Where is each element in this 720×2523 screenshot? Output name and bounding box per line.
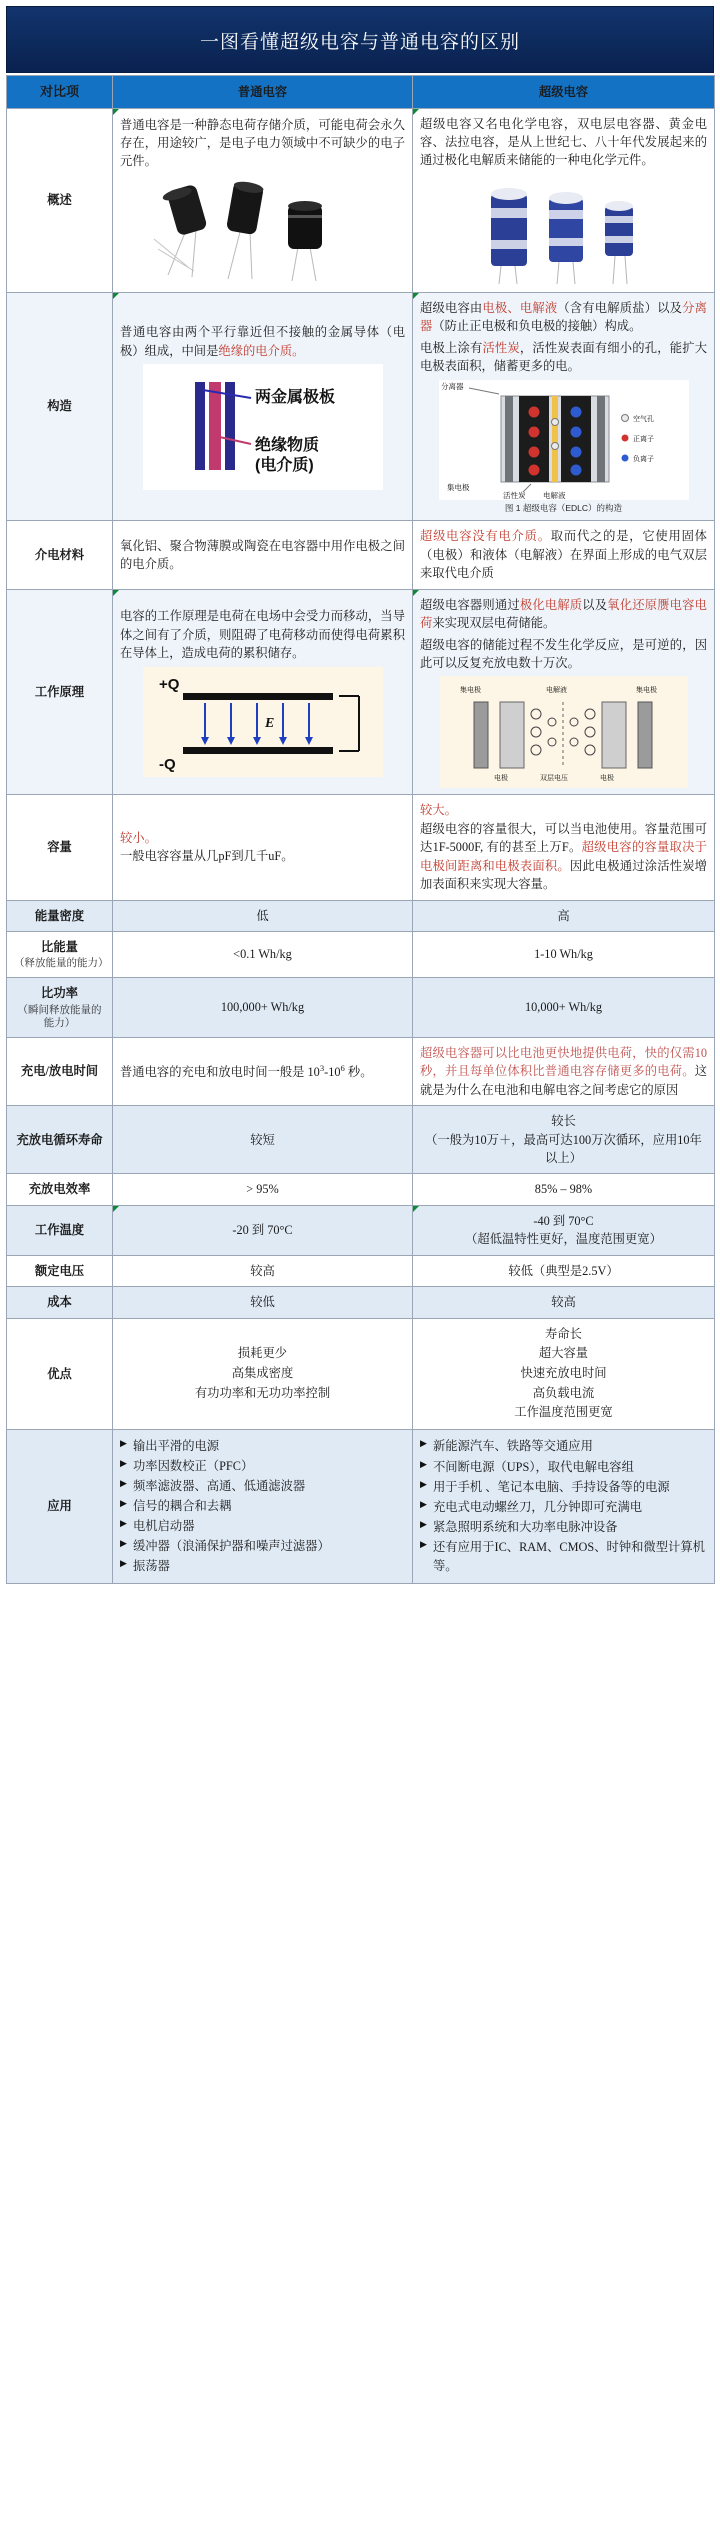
- dielectric-super-text: 取而代之的是，它使用固体（电极）和液体（电解液）在界面上形成的电气双层来取代电介质: [420, 529, 707, 581]
- row-label-specific-energy: [7, 932, 113, 978]
- advantage-super-4: 工作温度范围更宽: [514, 1405, 613, 1420]
- table-row-energy-density: [7, 900, 715, 931]
- row-label-dielectric: 介电材料: [7, 521, 113, 589]
- parallel-plate-capacitor-diagram: [143, 364, 383, 490]
- principle-normal-figure: [120, 667, 405, 777]
- fig-label-plates: 两金属极板: [254, 389, 335, 406]
- principle-super-figure: [420, 676, 707, 788]
- capacity-super-p2: 因此电极通过涂活性炭增加表面积来实现大容量。: [420, 858, 707, 892]
- cell-specific-energy-super: 1-10 Wh/kg: [413, 932, 715, 978]
- sp2-post: ，活性炭表面有细小的孔，能扩大电极表面积，储蓄更多的电。: [420, 340, 707, 374]
- row-label-overview: 概述: [7, 108, 113, 292]
- fig-label-minus-q: -Q: [158, 755, 176, 773]
- cell-specific-energy-normal: <0.1 Wh/kg: [113, 932, 413, 978]
- cell-capacity-super: [413, 795, 715, 900]
- fig-label-electrolyte: 电解液: [542, 490, 565, 500]
- structure-normal-figure: [120, 364, 405, 490]
- list-item: ▶ 振荡器: [120, 1557, 405, 1576]
- cell-principle-super: [413, 589, 715, 795]
- charge-time-a: 普通电容的充电和放电时间一般是 10: [120, 1064, 320, 1079]
- cell-energy-density-super: 高: [413, 900, 715, 931]
- charge-time-super-rest: 这就是为什么在电池和电解电容之间考虑它的原因: [420, 1064, 707, 1097]
- label-main-specific-energy: 比能量: [41, 940, 78, 954]
- fig-label-separator: 分离器: [440, 381, 463, 391]
- capacity-super-hl2: 超级电容的容量取决于电极间距离和电极表面积。: [420, 840, 707, 873]
- advantage-normal-2: 有功功率和无功功率控制: [194, 1385, 331, 1400]
- fig-label-electrode-right: 电极: [599, 775, 614, 783]
- row-label-capacity: 容量: [7, 795, 113, 900]
- table-header-row: [7, 76, 715, 109]
- fig-label-anion: 负离子: [632, 455, 654, 463]
- row-label-energy-density: 能量密度: [7, 900, 113, 931]
- list-item: ▶ 不间断电源（UPS），取代电解电容组: [420, 1458, 707, 1477]
- row-label-applications: 应用: [7, 1429, 113, 1583]
- structure-super-figure: [420, 380, 707, 515]
- edlc-internal-structure-diagram: [439, 380, 689, 500]
- list-item: ▶ 缓冲器（浪涌保护器和噪声过滤器）: [120, 1537, 405, 1556]
- list-item: ▶ 频率滤波器、高通、低通滤波器: [120, 1477, 405, 1496]
- fig-label-collector: 集电极: [446, 482, 469, 492]
- fig-label-airhole: 空气孔: [632, 415, 654, 423]
- page-title: 一图看懂超级电容与普通电容的区别: [6, 6, 714, 73]
- advantage-super-0: 寿命长: [545, 1326, 582, 1341]
- charge-time-super-red: 超级电容器可以比电池更快地提供电荷，快的仅需10秒，并且每单位体积比普通电容存储更多的电荷。: [420, 1045, 707, 1079]
- table-row-principle: [7, 589, 715, 795]
- charge-time-c: 秒。: [344, 1064, 373, 1079]
- cell-specific-power-super: 10,000+ Wh/kg: [413, 978, 715, 1038]
- capacity-super-highlight: 较大。: [420, 803, 457, 818]
- fig-label-collector-right: 集电极: [635, 687, 657, 695]
- list-item: ▶ 充电式电动螺丝刀，几分钟即可充满电: [420, 1498, 707, 1517]
- advantage-normal-1: 高集成密度: [231, 1365, 294, 1380]
- cycle-life-super-main: 较长: [551, 1114, 576, 1129]
- temperature-super-sub: （超低温特性更好，温度范围更宽）: [465, 1232, 662, 1247]
- sp1-post: （防止正电极和负电极的接触）构成。: [432, 319, 642, 334]
- cell-dielectric-super: [413, 521, 715, 589]
- comparison-table: [6, 75, 715, 1584]
- cell-dielectric-normal: 氧化铝、聚合物薄膜或陶瓷在电容器中用作电极之间的电介质。: [113, 521, 413, 589]
- header-cell-label: 对比项: [7, 76, 113, 109]
- cell-principle-normal: [113, 589, 413, 795]
- row-label-structure: 构造: [7, 292, 113, 521]
- principle-super-para1: [420, 596, 707, 633]
- fig-label-cation: 正离子: [632, 435, 654, 443]
- cell-advantages-normal: [113, 1318, 413, 1429]
- principle-super-para2: 超级电容的储能过程不发生化学反应，是可逆的，因此可以反复充放电数十万次。: [420, 637, 707, 670]
- charge-time-sup-b: 6: [340, 1062, 345, 1073]
- advantage-super-2: 快速充放电时间: [520, 1365, 607, 1380]
- list-item: ▶ 新能源汽车、铁路等交通应用: [420, 1437, 707, 1456]
- list-item: ▶ 用于手机 、笔记本电脑、手持设备等的电源: [420, 1478, 707, 1497]
- cell-energy-density-normal: 低: [113, 900, 413, 931]
- cell-rated-voltage-super: 较低（典型是2.5V）: [413, 1255, 715, 1286]
- table-row-applications: [7, 1429, 715, 1583]
- supercapacitor-charge-layer-diagram: [440, 676, 688, 788]
- structure-normal-text: [120, 323, 405, 360]
- label-main-specific-power: 比功率: [41, 986, 78, 1001]
- pp1-post: 来实现双层电荷储能。: [432, 616, 556, 631]
- cell-applications-normal: [113, 1429, 413, 1583]
- overview-super-text: 超级电容又名电化学电容，双电层电容器、黄金电容、法拉电容，是从上世纪七、八十年代发展起来的通过极化电解质来储能的一种电化学元件。: [420, 116, 707, 168]
- cell-overview-normal: [113, 108, 413, 292]
- fig-label-dielectric: (电介质): [254, 457, 314, 474]
- fig-label-carbon: 活性炭: [502, 490, 525, 500]
- charge-time-sup-a: 3: [319, 1062, 325, 1073]
- list-item: ▶ 电机启动器: [120, 1517, 405, 1536]
- cell-temperature-super: [413, 1205, 715, 1255]
- structure-normal-highlight: 绝缘的电介质。: [218, 343, 305, 358]
- cell-charge-time-super: [413, 1037, 715, 1105]
- advantage-super-1: 超大容量: [538, 1346, 589, 1361]
- header-cell-normal: 普通电容: [113, 76, 413, 109]
- fig-label-electrolyte-mid: 电解液: [545, 687, 567, 695]
- cell-applications-super: [413, 1429, 715, 1583]
- cell-structure-normal: [113, 292, 413, 521]
- list-item: ▶ 紧急照明系统和大功率电脉冲设备: [420, 1518, 707, 1537]
- fig-label-e-field: E: [264, 715, 274, 731]
- row-label-temperature: 工作温度: [7, 1205, 113, 1255]
- row-label-charge-time: 充电/放电时间: [7, 1037, 113, 1105]
- overview-super-figure: [420, 174, 707, 286]
- sp1-mid: （含有电解质盐）以及: [557, 300, 683, 315]
- cell-overview-super: [413, 108, 715, 292]
- table-row-temperature: [7, 1205, 715, 1255]
- cell-charge-time-normal: [113, 1037, 413, 1105]
- table-row-specific-energy: [7, 932, 715, 978]
- pp1-hl2: 氧化还原赝电容电荷: [420, 597, 707, 631]
- fig-label-plus-q: +Q: [158, 675, 179, 693]
- list-item: ▶ 信号的耦合和去耦: [120, 1497, 405, 1516]
- cell-efficiency-normal: > 95%: [113, 1174, 413, 1205]
- list-item: ▶ 功率因数校正（PFC）: [120, 1457, 405, 1476]
- row-label-cycle-life: 充放电循环寿命: [7, 1106, 113, 1174]
- fig-label-collector-left: 集电极: [459, 687, 481, 695]
- pp1-pre: 超级电容器则通过: [420, 597, 520, 612]
- list-item: ▶ 输出平滑的电源: [120, 1437, 405, 1456]
- cell-cycle-life-normal: 较短: [113, 1106, 413, 1174]
- label-sub-specific-energy: （释放能量的能力）: [14, 958, 109, 970]
- cell-capacity-normal: [113, 795, 413, 900]
- table-row-overview: [7, 108, 715, 292]
- row-label-principle: 工作原理: [7, 589, 113, 795]
- sp2-pre: 电极上涂有: [420, 340, 483, 355]
- structure-normal-text-plain: 普通电容由两个平行靠近但不接触的金属导体（电极）组成，中间是: [120, 325, 405, 358]
- advantage-super-3: 高负载电流: [532, 1385, 595, 1400]
- pp1-hl1: 极化电解质: [519, 597, 583, 612]
- fig-label-electrode-left: 电极: [493, 775, 508, 783]
- principle-normal-text: 电容的工作原理是电荷在电场中会受力而移动，当导体之间有了介质，则阻碍了电荷移动而使得电荷累积在导体上，造成电荷的累积储存。: [120, 609, 405, 661]
- table-row-advantages: [7, 1318, 715, 1429]
- row-label-advantages: 优点: [7, 1318, 113, 1429]
- row-label-efficiency: 充放电效率: [7, 1174, 113, 1205]
- figure-caption-super: 图 1 超级电容（EDLC）的构造: [504, 502, 623, 513]
- sp2-hl: 活性炭: [482, 340, 520, 355]
- sp1-pre: 超级电容由: [420, 300, 483, 315]
- cell-cost-normal: 较低: [113, 1287, 413, 1318]
- applications-normal-list: [120, 1437, 405, 1576]
- row-label-cost: 成本: [7, 1287, 113, 1318]
- structure-super-para2: [420, 339, 707, 376]
- sp1-hl2: 分离器: [420, 300, 707, 334]
- overview-normal-figure: [120, 175, 405, 285]
- fig-label-double-layer: 双层电压: [539, 775, 568, 783]
- list-item: ▶ 还有应用于IC、RAM、CMOS、时钟和微型计算机等。: [420, 1538, 707, 1576]
- table-row-dielectric: [7, 521, 715, 589]
- cell-cost-super: 较高: [413, 1287, 715, 1318]
- applications-super-list: [420, 1437, 707, 1575]
- table-row-rated-voltage: [7, 1255, 715, 1286]
- capacity-super-body: [420, 820, 707, 894]
- charge-time-b: -10: [324, 1064, 341, 1079]
- table-row-specific-power: [7, 978, 715, 1038]
- row-label-rated-voltage: 额定电压: [7, 1255, 113, 1286]
- table-row-structure: [7, 292, 715, 521]
- table-row-efficiency: [7, 1174, 715, 1205]
- pp1-mid: 以及: [582, 597, 608, 612]
- row-label-specific-power: [7, 978, 113, 1038]
- header-cell-super: 超级电容: [413, 76, 715, 109]
- cell-advantages-super: [413, 1318, 715, 1429]
- blue-maxwell-supercapacitors-photo: [449, 174, 679, 286]
- cell-rated-voltage-normal: 较高: [113, 1255, 413, 1286]
- advantage-normal-0: 损耗更少: [237, 1346, 288, 1361]
- sp1-hl1: 电极、电解液: [482, 300, 558, 315]
- dielectric-super-highlight: 超级电容没有电介质。: [420, 529, 551, 544]
- temperature-super-main: -40 到 70°C: [533, 1213, 594, 1228]
- cell-efficiency-super: 85% – 98%: [413, 1174, 715, 1205]
- label-sub-specific-power: （瞬间释放能量的能力）: [17, 1004, 102, 1030]
- table-row-cost: [7, 1287, 715, 1318]
- charged-parallel-plates-field-diagram: [143, 667, 383, 777]
- table-row-cycle-life: [7, 1106, 715, 1174]
- fig-label-insulator: 绝缘物质: [254, 437, 319, 454]
- cell-cycle-life-super: [413, 1106, 715, 1174]
- capacity-normal-text: 一般电容容量从几pF到几千uF。: [120, 849, 294, 864]
- cell-structure-super: [413, 292, 715, 521]
- table-row-charge-time: [7, 1037, 715, 1105]
- cell-temperature-normal: -20 到 70°C: [113, 1205, 413, 1255]
- black-electrolytic-capacitors-photo: [148, 175, 378, 285]
- overview-normal-text: 普通电容是一种静态电荷存储介质，可能电荷会永久存在，用途较广，是电子电力领域中不可缺少的电子元件。: [120, 117, 405, 169]
- cell-specific-power-normal: 100,000+ Wh/kg: [113, 978, 413, 1038]
- table-row-capacity: [7, 795, 715, 900]
- structure-super-para1: [420, 299, 707, 336]
- capacity-super-p1: 超级电容的容量很大，可以当电池使用。容量范围可达1F-5000F, 有的甚至上万F。: [420, 821, 707, 855]
- capacity-normal-highlight: 较小。: [120, 831, 157, 846]
- cycle-life-super-sub: （一般为10万＋，最高可达100万次循环，应用10年以上）: [425, 1132, 702, 1165]
